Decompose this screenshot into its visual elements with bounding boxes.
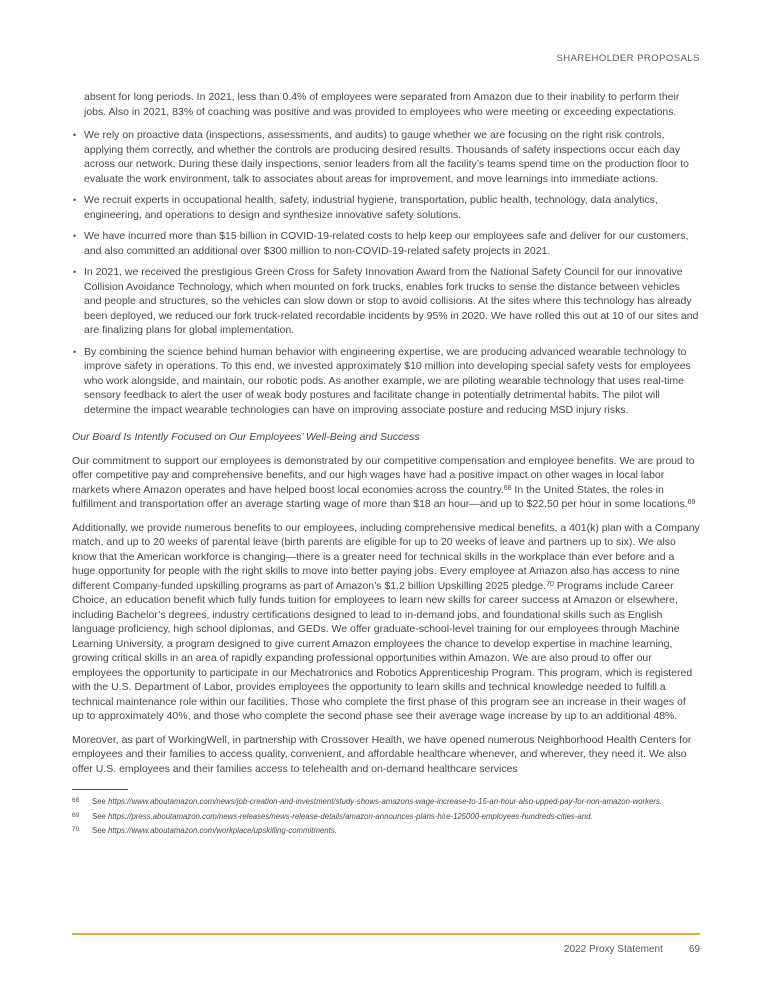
footnote-item [72, 796, 700, 809]
footnote-number: 70 [72, 826, 80, 833]
footnote-url: https://www.aboutamazon.com/workplace/upskilling-commitments. [108, 826, 337, 835]
page-footer [72, 933, 700, 955]
footnote-number: 69 [72, 811, 80, 819]
footnote-url: https://www.aboutamazon.com/news/job-creation-and-investment/study-shows-amazons-wage-increase-to-15-an-hour-also-upped-pay-for-non-amazon-workers. [108, 797, 663, 806]
footnote-separator [72, 789, 128, 790]
footnote-prefix: See [92, 797, 109, 806]
bullet-text: We rely on proactive data (inspections, assessments, and audits) to gauge whether we are focusing on the right risk controls, applying them correctly, and whether the controls are producing desired results. Thousands of safety inspections occur each day across our network. During these daily inspections, senior leaders from all the facility’s teams spend time on the production floor to evaluate the work environment, talk to associates about areas for improvement, and move learnings into immediate actions. [84, 129, 690, 185]
footnote-text [92, 812, 593, 821]
page-header [72, 53, 700, 64]
paragraph-compensation: Our commitment to support our employees is demonstrated by our competitive compensation and employee benefits. We are proud to offer competitive pay and comprehensive benefits, and our high wages have had a positive impact on other wages in local labor markets where Amazon operates and have helped boost local economies across the country.$^{68}$ In the United States, the roles in fulfillment and transportation offer an average starting wage of more than $18 an hour—and up to $22.50 per hour in some locations.$^{69}$ [72, 454, 696, 510]
bullet-list [72, 128, 700, 417]
footnote-text [92, 826, 337, 835]
section-heading: Our Board Is Intently Focused on Our Employees’ Well-Being and Success [72, 431, 420, 443]
bullet-text: By combining the science behind human behavior with engineering expertise, we are producing advanced wearable technology to improve safety in operations. To this end, we invested approximately $10 million into developing special safety vests for employees who work alongside, and maintain, our robotic pods. As another example, we are piloting wearable technology that uses real-time sensory feedback to alert the user of weak body postures and facilitate change in potentially detrimental habits. The pilot will determine the impact wearable technologies can have on improving associate posture and reducing MSD injury risks. [84, 345, 691, 416]
paragraph-workingwell: Moreover, as part of WorkingWell, in partnership with Crossover Health, we have opened numerous Neighborhood Health Centers for employees and their families to access quality, convenient, and affordable healthcare whenever, and wherever, they need it. We also offer U.S. employees and their families access to telehealth and on-demand healthcare services [72, 733, 692, 775]
footnote-text [92, 797, 662, 806]
bullet-marker-icon: • [73, 130, 77, 140]
paragraph-benefits-upskilling: Additionally, we provide numerous benefits to our employees, including comprehensive medical benefits, a 401(k) plan with a Company match, and up to 20 weeks of parental leave (birth parents are eligible for up to 20 weeks of leave and partners up to six). We also know that the American workforce is changing—there is a greater need for technical skills in the workplace than ever before and a huge opportunity for people with the right skills to move into better paying jobs. Every employee at Amazon also has access to nine different Company-funded upskilling programs as part of Amazon’s $1.2 billion Upskilling 2025 pledge.$^{70}$ Programs include Career Choice, an education benefit which fully funds tuition for employees to learn new skills for career success at Amazon or elsewhere, including Bachelor’s degrees, industry certifications designed to lead to in-demand jobs, and foundational skills such as English language proficiency, high school diplomas, and GEDs. We offer graduate-school-level training for our employees through Machine Learning University, a program designed to give current Amazon employees the chance to develop expertise in machine learning, growing critical skills in an area of rapidly expanding professional opportunities within Amazon. We are also proud to offer our employees the opportunity to participate in our Mechatronics and Robotics Apprenticeship Program. This program, which is registered with the U.S. Department of Labor, provides employees the opportunity to learn skills and technical knowledge needed to fulfill a technical maintenance role within our facilities. Those who complete the first phase of this program see an increase in their wages of up to approximately 40%, and those who complete the second phase see their average wage increase by up to an additional 48%. [72, 521, 700, 722]
bullet-item [72, 265, 700, 338]
footnote-prefix: See [92, 826, 109, 835]
footnote-prefix: See [92, 811, 109, 821]
page-content [72, 90, 700, 838]
bullet-marker-icon: • [73, 195, 77, 205]
bullet-marker-icon: • [73, 346, 77, 357]
footnote-url: https://press.aboutamazon.com/news-releases/news-release-details/amazon-announces-plans-hire-125000-employees-hundreds-cities-and. [108, 811, 593, 821]
footnote-item [72, 811, 700, 824]
page-number: 69 [688, 944, 700, 955]
bullet-text: We have incurred more than $15 billion in COVID-19-related costs to help keep our employees safe and deliver for our customers, and also committed an additional over $300 million to non-COVID-19-related safety projects in 2021. [84, 230, 689, 257]
paragraph-intro-continuation: absent for long periods. In 2021, less than 0.4% of employees were separated from Amazon due to their inability to perform their jobs. Also in 2021, 83% of coaching was positive and was provided to employees who were meeting or exceeding expectations. [84, 91, 680, 118]
bullet-item [72, 128, 700, 186]
footnote-number: 68 [72, 797, 80, 804]
footer-label: 2022 Proxy Statement [563, 944, 663, 955]
footnote-item [72, 825, 700, 838]
bullet-text: We recruit experts in occupational health, safety, industrial hygiene, transportation, public health, technology, data analytics, engineering, and operations to design and synthesize innovative safety solutions. [84, 194, 658, 221]
bullet-marker-icon: • [73, 267, 77, 277]
footnote-list [72, 796, 700, 838]
bullet-text: In 2021, we received the prestigious Green Cross for Safety Innovation Award from the National Safety Council for our innovative Collision Avoidance Technology, which when mounted on fork trucks, enables fork trucks to sense the distance between vehicles and people and structures, so the vehicles can slow down or stop to avoid collisions. At the sites where this technology has already been deployed, we reduced our fork truck-related recordable incidents by 95% in 2020. We have rolled this out at 10 of our sites and are finalizing plans for global implementation. [84, 266, 699, 336]
bullet-item [72, 229, 700, 258]
bullet-marker-icon: • [73, 231, 77, 241]
bullet-item [72, 345, 700, 418]
running-head: SHAREHOLDER PROPOSALS [556, 53, 700, 64]
bullet-item [72, 193, 700, 222]
